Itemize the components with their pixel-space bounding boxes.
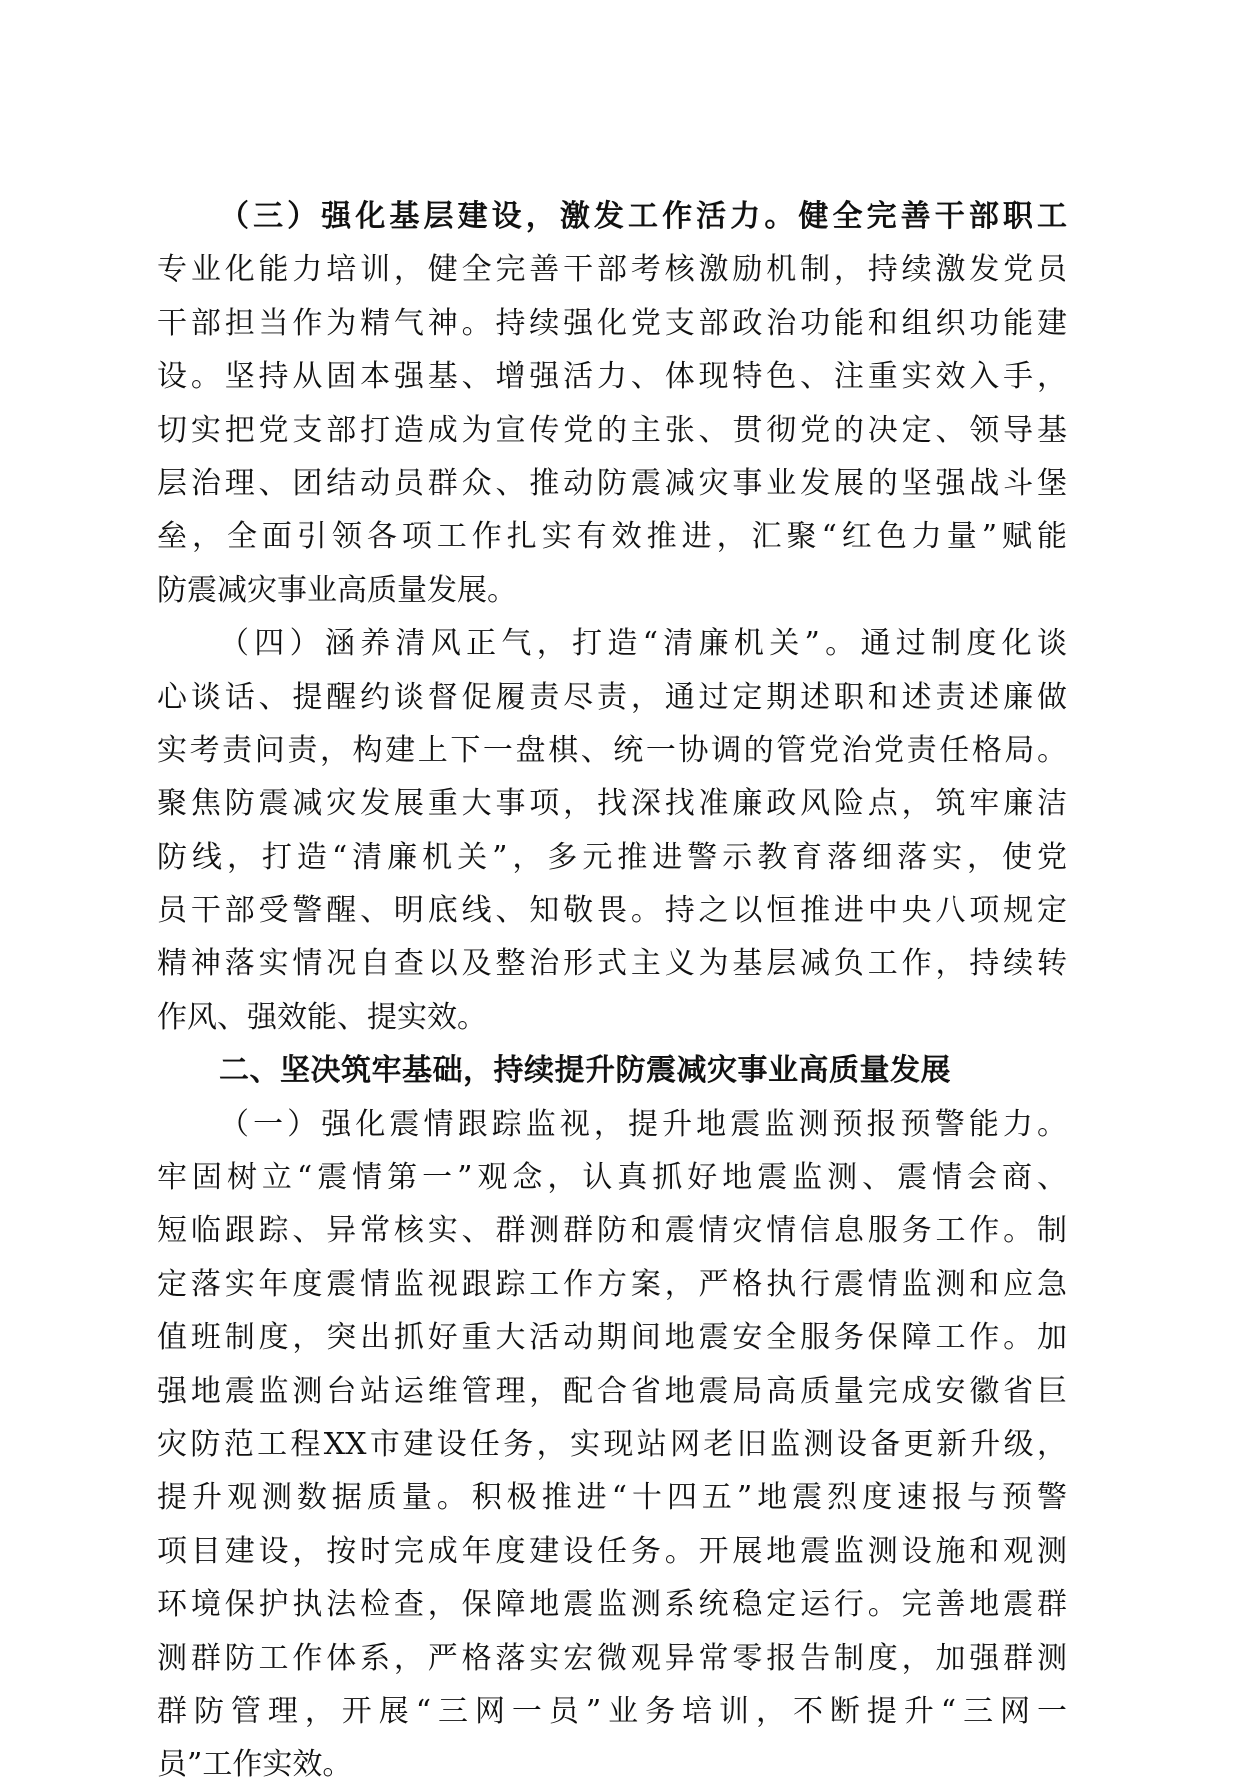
paragraph-line: 短临跟踪、异常核实、群测群防和震情灾情信息服务工作。制	[157, 1213, 1067, 1249]
paragraph-line: 项目建设，按时完成年度建设任务。开展地震监测设施和观测	[157, 1533, 1067, 1569]
paragraph-line: （三）强化基层建设，激发工作活力。健全完善干部职工	[219, 199, 1067, 234]
paragraph-line: 强地震监测台站运维管理，配合省地震局高质量完成安徽省巨	[157, 1373, 1067, 1409]
paragraph-line: 值班制度，突出抓好重大活动期间地震安全服务保障工作。加	[157, 1320, 1067, 1356]
paragraph-line: 定落实年度震情监视跟踪工作方案，严格执行震情监测和应急	[157, 1266, 1067, 1302]
paragraph-line: 心谈话、提醒约谈督促履责尽责，通过定期述职和述责述廉做	[157, 679, 1067, 715]
paragraph-line: 作风、强效能、提实效。	[157, 999, 487, 1035]
paragraph-line: 精神落实情况自查以及整治形式主义为基层减负工作，持续转	[157, 946, 1067, 982]
paragraph-line: 员”工作实效。	[157, 1747, 353, 1783]
paragraph-line: 防线，打造“清廉机关”，多元推进警示教育落细落实，使党	[157, 839, 1067, 875]
paragraph-line: 切实把党支部打造成为宣传党的主张、贯彻党的决定、领导基	[157, 412, 1067, 448]
paragraph-line: 员干部受警醒、明底线、知敬畏。持之以恒推进中央八项规定	[157, 893, 1067, 929]
paragraph-line: 聚焦防震减灾发展重大事项，找深找准廉政风险点，筑牢廉洁	[157, 786, 1067, 822]
paragraph-line: 干部担当作为精气神。持续强化党支部政治功能和组织功能建	[157, 305, 1067, 341]
paragraph-line: 垒，全面引领各项工作扎实有效推进，汇聚“红色力量”赋能	[157, 519, 1067, 555]
section-heading: 二、坚决筑牢基础，持续提升防震减灾事业高质量发展	[219, 1053, 951, 1089]
paragraph-line: 提升观测数据质量。积极推进“十四五”地震烈度速报与预警	[157, 1480, 1067, 1516]
paragraph-line: 防震减灾事业高质量发展。	[157, 572, 517, 608]
paragraph-line: 专业化能力培训，健全完善干部考核激励机制，持续激发党员	[157, 252, 1067, 288]
document-body	[157, 190, 1067, 1792]
paragraph-line: 牢固树立“震情第一”观念，认真抓好地震监测、震情会商、	[157, 1160, 1067, 1196]
paragraph-line: 设。坚持从固本强基、增强活力、体现特色、注重实效入手，	[157, 359, 1067, 395]
paragraph-line: （四）涵养清风正气，打造“清廉机关”。通过制度化谈	[219, 626, 1067, 662]
paragraph-line: 测群防工作体系，严格落实宏微观异常零报告制度，加强群测	[157, 1640, 1067, 1676]
paragraph-line: 灾防范工程XX市建设任务，实现站网老旧监测设备更新升级，	[157, 1426, 1067, 1462]
paragraph-section-3	[157, 190, 1067, 617]
paragraph-line: 层治理、团结动员群众、推动防震减灾事业发展的坚强战斗堡	[157, 465, 1067, 501]
paragraph-section-4	[157, 617, 1067, 1044]
paragraph-line: 群防管理，开展“三网一员”业务培训，不断提升“三网一	[157, 1693, 1067, 1729]
paragraph-section-2-1	[157, 1098, 1067, 1792]
paragraph-line: 实考责问责，构建上下一盘棋、统一协调的管党治党责任格局。	[157, 732, 1067, 768]
paragraph-line: 环境保护执法检查，保障地震监测系统稳定运行。完善地震群	[157, 1587, 1067, 1623]
paragraph-line: （一）强化震情跟踪监视，提升地震监测预报预警能力。	[219, 1106, 1067, 1142]
